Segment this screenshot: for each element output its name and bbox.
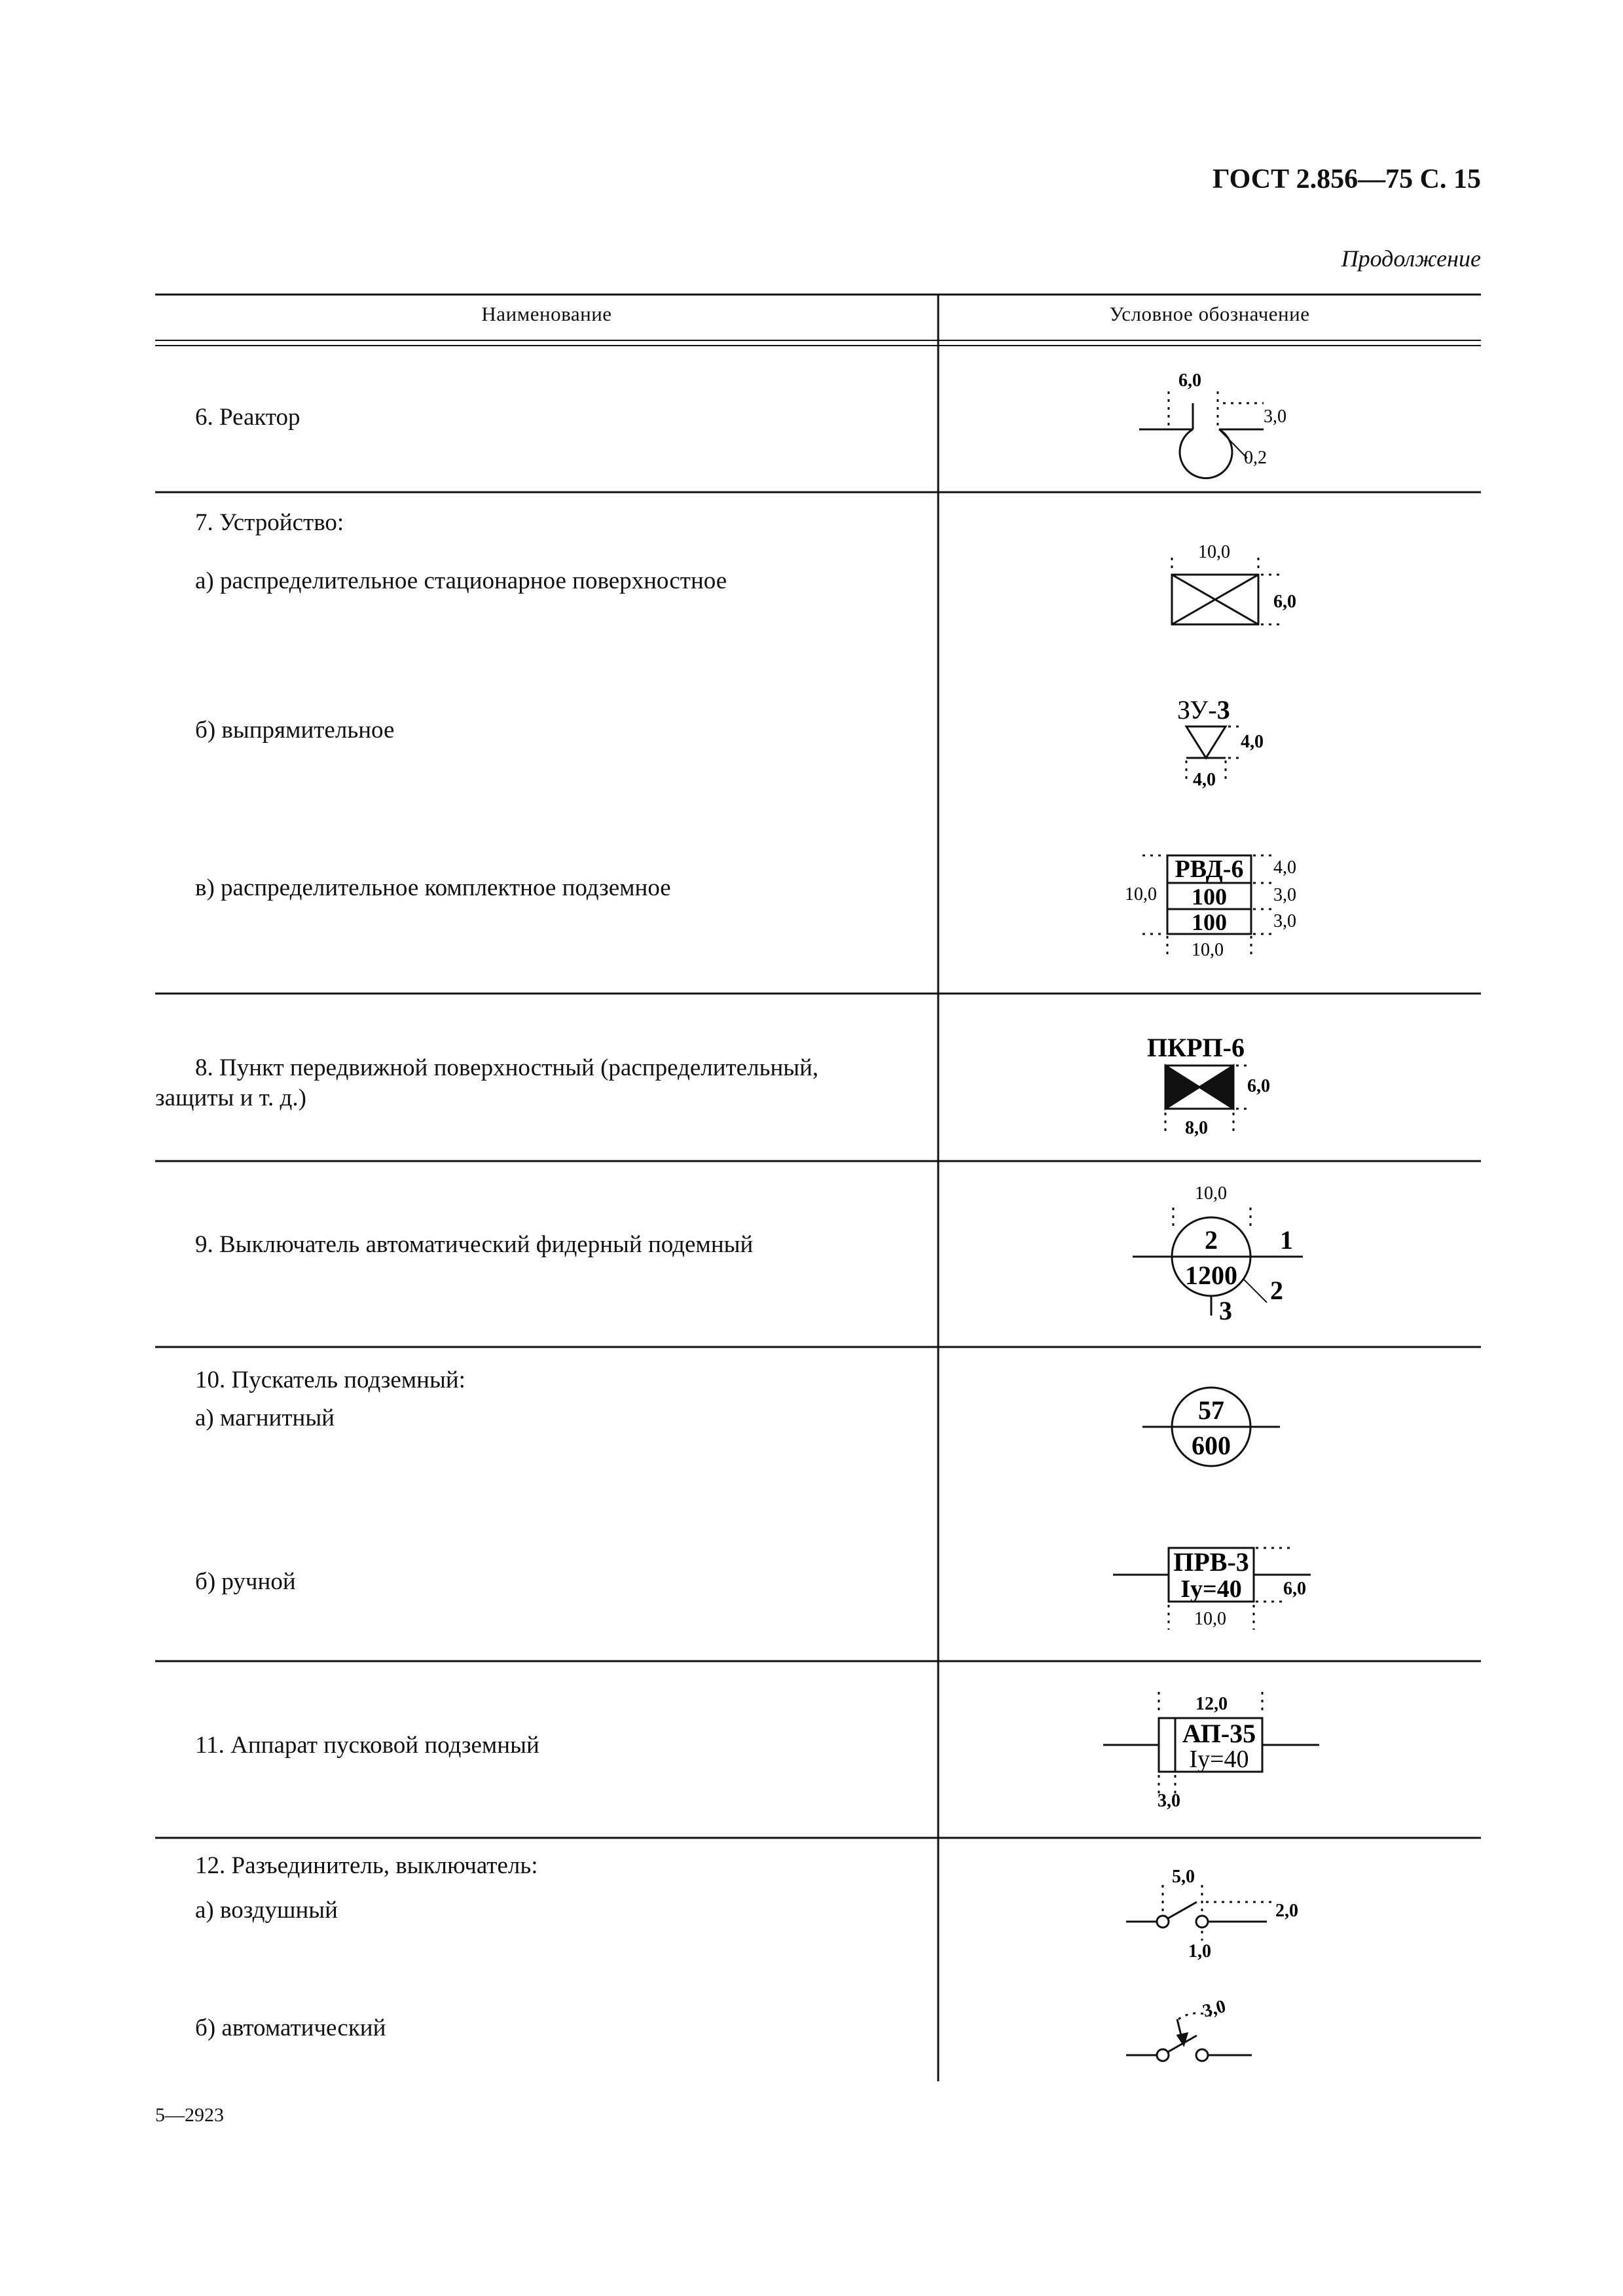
auto-switch-dim: 3,0 xyxy=(1200,1996,1228,2022)
row-10b-name: б) ручной xyxy=(195,1568,296,1595)
dist-underground-value-2: 100 xyxy=(1192,909,1227,935)
feeder-breaker-bottom-value: 1200 xyxy=(1185,1261,1237,1290)
air-switch-dim-contact: 1,0 xyxy=(1188,1941,1211,1962)
row-7-name: 7. Устройство: xyxy=(195,509,344,536)
dist-surface-symbol xyxy=(1172,558,1283,624)
start-apparatus-dim-side: 3,0 xyxy=(1158,1791,1180,1811)
air-switch-symbol xyxy=(1126,1885,1273,1941)
manual-starter-dim-width: 10,0 xyxy=(1194,1609,1226,1629)
continuation-label: Продолжение xyxy=(1341,245,1481,272)
row-10-name: 10. Пускатель подземный: xyxy=(195,1367,465,1393)
column-header-symbol: Условное обозначение xyxy=(1109,302,1310,325)
rectifier-label xyxy=(1177,695,1230,725)
mobile-point-dim-height: 6,0 xyxy=(1247,1076,1270,1096)
manual-starter-dim-height: 6,0 xyxy=(1283,1579,1306,1599)
mobile-point-symbol xyxy=(1165,1066,1250,1136)
mobile-point-label: ПКРП-6 xyxy=(1147,1033,1245,1062)
auto-switch-symbol xyxy=(1126,2013,1252,2061)
reactor-dim-height: 3,0 xyxy=(1264,406,1286,427)
rectifier-label-prefix: ЗУ- xyxy=(1177,695,1217,725)
row-7c-name: в) распределительное комплектное подземное xyxy=(195,874,671,901)
dist-underground-dim-left: 10,0 xyxy=(1125,884,1157,905)
feeder-breaker-callout-1: 1 xyxy=(1280,1225,1293,1255)
row-8-name-line-2: защиты и т. д.) xyxy=(155,1085,306,1111)
start-apparatus-label: АП-35 xyxy=(1182,1719,1256,1748)
footer-print-code: 5—2923 xyxy=(155,2104,224,2126)
manual-starter-current: Iу=40 xyxy=(1180,1575,1242,1603)
start-apparatus-dim-width: 12,0 xyxy=(1195,1694,1228,1714)
manual-starter-label: ПРВ-3 xyxy=(1173,1547,1249,1577)
magnetic-starter-bottom-value: 600 xyxy=(1192,1431,1231,1460)
dist-surface-dim-width: 10,0 xyxy=(1198,542,1230,562)
row-12b-name: б) автоматический xyxy=(195,2015,386,2041)
start-apparatus-current: Iу=40 xyxy=(1189,1746,1249,1773)
dist-underground-label: РВД-6 xyxy=(1175,855,1244,883)
reactor-dim-width: 6,0 xyxy=(1178,370,1201,391)
row-6-name: 6. Реактор xyxy=(195,404,301,431)
dist-underground-dim-r1: 4,0 xyxy=(1273,857,1296,878)
dist-underground-dim-r3: 3,0 xyxy=(1273,911,1296,931)
dist-underground-value-1: 100 xyxy=(1192,884,1227,910)
feeder-breaker-callout-3: 3 xyxy=(1219,1296,1232,1325)
document-header: ГОСТ 2.856—75 С. 15 xyxy=(1212,164,1481,194)
row-8-name-line-1: 8. Пункт передвижной поверхностный (распределительный, xyxy=(195,1054,819,1081)
row-7a-name: а) распределительное стационарное поверхностное xyxy=(195,567,727,594)
row-7b-name: б) выпрямительное xyxy=(195,717,395,744)
dist-underground-dim-bottom: 10,0 xyxy=(1192,940,1224,960)
feeder-breaker-callout-2: 2 xyxy=(1270,1276,1283,1305)
row-12-name: 12. Разъединитель, выключатель: xyxy=(195,1852,538,1879)
reactor-dim-gap: 0,2 xyxy=(1244,448,1267,468)
row-10a-name: а) магнитный xyxy=(195,1405,335,1431)
rectifier-dim-width: 4,0 xyxy=(1193,770,1216,790)
air-switch-dim-height: 2,0 xyxy=(1275,1901,1298,1921)
row-12a-name: а) воздушный xyxy=(195,1897,338,1924)
rectifier-dim-height: 4,0 xyxy=(1241,732,1264,752)
mobile-point-dim-width: 8,0 xyxy=(1185,1118,1208,1138)
dist-surface-dim-height: 6,0 xyxy=(1273,592,1296,612)
air-switch-dim-gap: 5,0 xyxy=(1172,1867,1195,1887)
feeder-breaker-top-value: 2 xyxy=(1205,1225,1218,1255)
feeder-breaker-dim: 10,0 xyxy=(1195,1183,1227,1204)
row-9-name: 9. Выключатель автоматический фидерный подемный xyxy=(195,1231,754,1258)
column-header-name: Наименование xyxy=(481,302,612,325)
row-11-name: 11. Аппарат пусковой подземный xyxy=(195,1732,539,1759)
rectifier-label-number: 3 xyxy=(1216,695,1230,725)
dist-underground-dim-r2: 3,0 xyxy=(1273,885,1296,905)
magnetic-starter-top-value: 57 xyxy=(1198,1395,1224,1425)
